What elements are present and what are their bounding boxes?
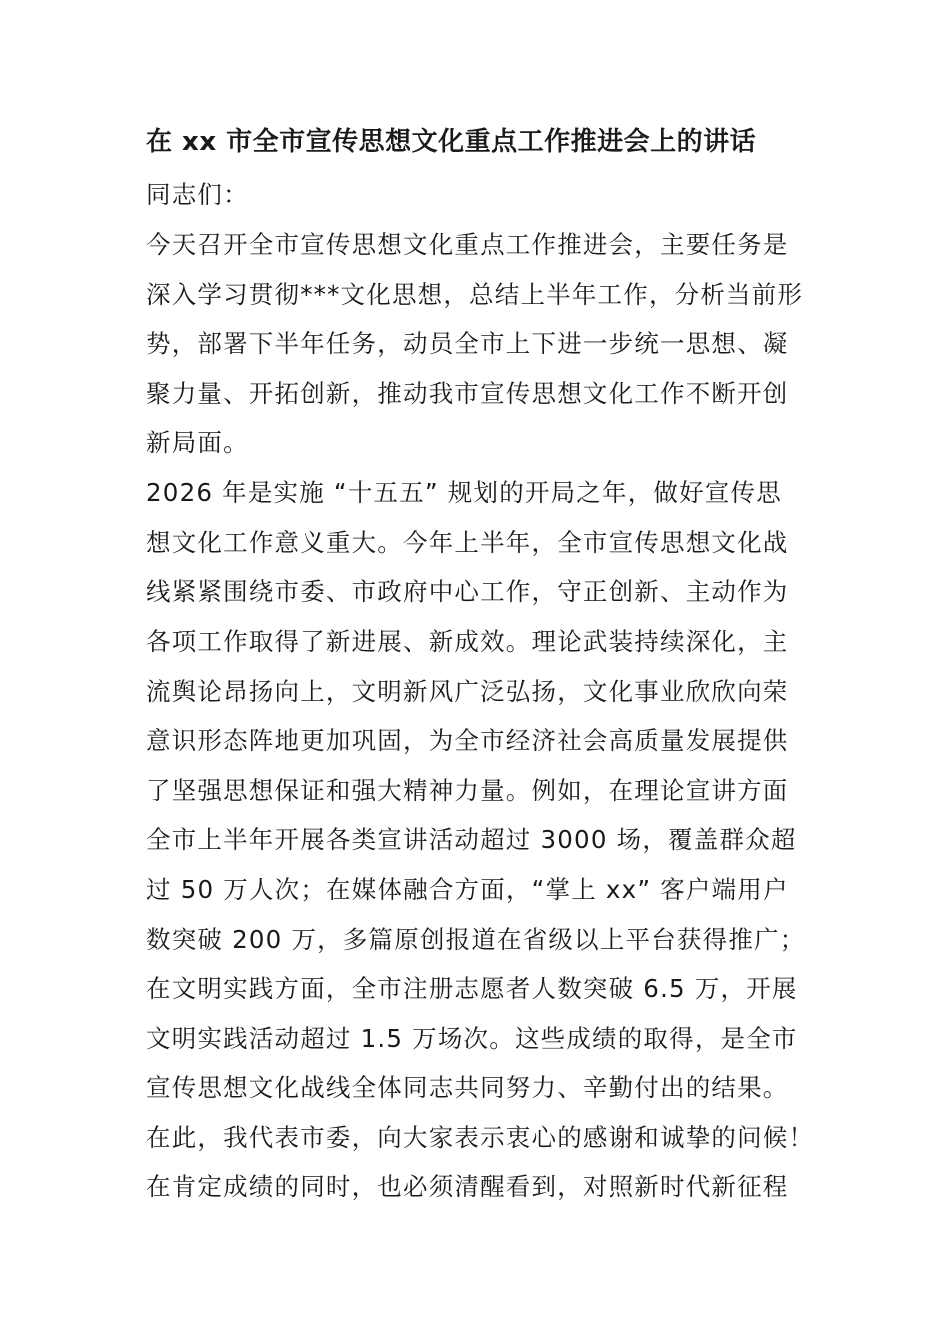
text-line: 数突破 200 万，多篇原创报道在省级以上平台获得推广； <box>146 925 806 954</box>
text-line: 在文明实践方面，全市注册志愿者人数突破 6.5 万，开展 <box>146 974 798 1003</box>
text-line: 全市上半年开展各类宣讲活动超过 3000 场，覆盖群众超 <box>146 825 797 854</box>
text-line: 线紧紧围绕市委、市政府中心工作，守正创新、主动作为 <box>146 577 789 606</box>
text-line: 深入学习贯彻***文化思想，总结上半年工作，分析当前形 <box>146 280 804 309</box>
text-line: 过 50 万人次；在媒体融合方面，“掌上 xx” 客户端用户 <box>146 875 789 904</box>
text-line: 在肯定成绩的同时，也必须清醒看到，对照新时代新征程 <box>146 1172 789 1201</box>
text-line: 新局面。 <box>146 428 249 457</box>
text-line: 想文化工作意义重大。今年上半年，全市宣传思想文化战 <box>146 528 789 557</box>
text-line: 在此，我代表市委，向大家表示衷心的感谢和诚挚的问候！ <box>146 1123 815 1152</box>
text-line: 文明实践活动超过 1.5 万场次。这些成绩的取得，是全市 <box>146 1024 798 1053</box>
text-line: 意识形态阵地更加巩固，为全市经济社会高质量发展提供 <box>146 726 789 755</box>
text-line: 聚力量、开拓创新，推动我市宣传思想文化工作不断开创 <box>146 379 789 408</box>
text-line: 今天召开全市宣传思想文化重点工作推进会，主要任务是 <box>146 230 789 259</box>
document-title: 在 xx 市全市宣传思想文化重点工作推进会上的讲话 <box>146 127 757 157</box>
text-line: 流舆论昂扬向上，文明新风广泛弘扬，文化事业欣欣向荣 <box>146 677 789 706</box>
text-line: 宣传思想文化战线全体同志共同努力、辛勤付出的结果。 <box>146 1073 789 1102</box>
text-line: 2026 年是实施 “十五五” 规划的开局之年，做好宣传思 <box>146 478 782 507</box>
text-line: 了坚强思想保证和强大精神力量。例如，在理论宣讲方面 <box>146 776 789 805</box>
text-line: 势，部署下半年任务，动员全市上下进一步统一思想、凝 <box>146 329 789 358</box>
text-line: 各项工作取得了新进展、新成效。理论武装持续深化，主 <box>146 627 789 656</box>
text-line: 同志们： <box>146 180 249 209</box>
